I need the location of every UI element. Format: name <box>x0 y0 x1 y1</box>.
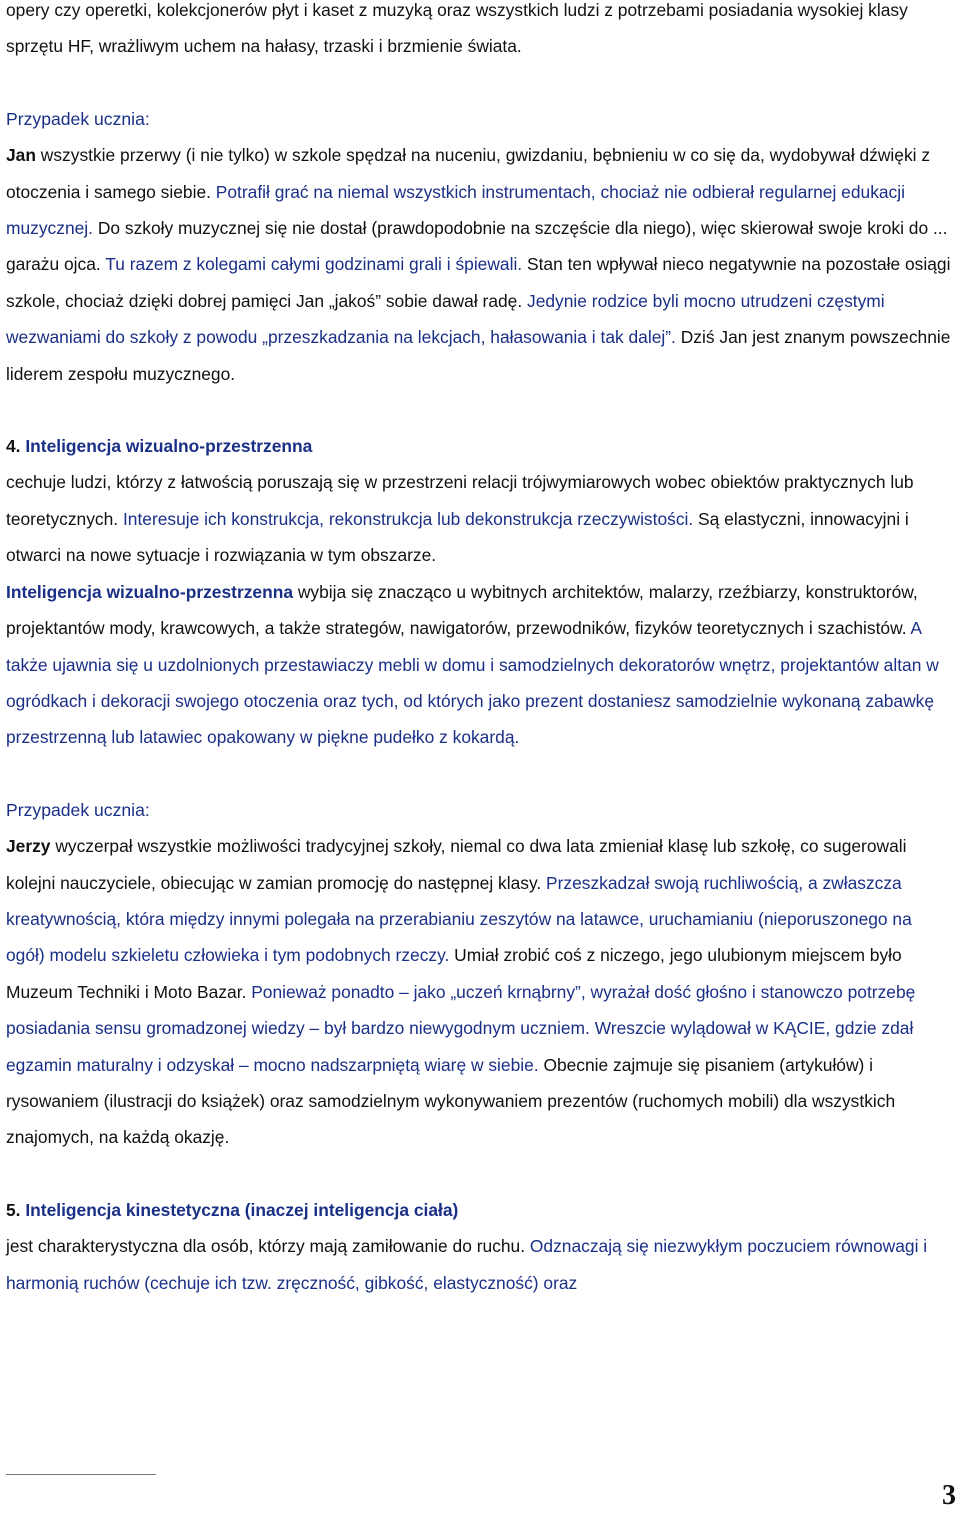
document-page <box>6 0 954 1301</box>
intro-paragraph: opery czy operetki, kolekcjonerów płyt i kaset z muzyką oraz wszystkich ludzi z potrzebami posiadania wysokiej klasy sprzętu HF, wrażliwym uchem na hałasy, trzaski i brzmienie świata. <box>6 0 908 57</box>
case-heading-1: Przypadek ucznia: <box>6 108 150 129</box>
section-5-heading: 5. Inteligencja kinestetyczna (inaczej inteligencja ciała) <box>6 1199 459 1220</box>
section-4-heading: 4. Inteligencja wizualno-przestrzenna <box>6 436 313 457</box>
case-paragraph-1: Jan wszystkie przerwy (i nie tylko) w szkole spędzał na nuceniu, gwizdaniu, bębnieniu w co się da, wydobywał dźwięki z otoczenia i samego siebie. Potrafił grać na niemal wszystkich instrumentach, chociaż nie odbierał regularnej edukacji muzycznej. Do szkoły muzycznej się nie dostał (prawdopodobnie na szczęście dla niego), więc skierował swoje kroki do ... garażu ojca. Tu razem z kolegami całymi godzinami grali i śpiewali. Stan ten wpływał nieco negatywnie na pozostałe osiągi szkole, chociaż dzięki dobrej pamięci Jan „jakoś” sobie dawał radę. Jedynie rodzice byli mocno utrudzeni częstymi wezwaniami do szkoły z powodu „przeszkadzania na lekcjach, hałasowania i tak dalej”. Dziś Jan jest znanym powszechnie liderem zespołu muzycznego. <box>6 145 951 384</box>
student-name: Jerzy <box>6 836 51 857</box>
section-5-paragraph-1: jest charakterystyczna dla osób, którzy mają zamiłowanie do ruchu. Odznaczają się niezwykłym poczuciem równowagi i harmonią ruchów (cechuje ich tzw. zręczność, gibkość, elastyczność) oraz <box>6 1236 928 1293</box>
case-heading-2: Przypadek ucznia: <box>6 799 150 820</box>
page-number: 3 <box>942 1480 956 1511</box>
footer-divider <box>6 1474 156 1475</box>
student-name: Jan <box>6 145 36 166</box>
section-4-paragraph-1: cechuje ludzi, którzy z łatwością poruszają się w przestrzeni relacji trójwymiarowych wobec obiektów praktycznych lub teoretycznych. Interesuje ich konstrukcja, rekonstrukcja lub dekonstrukcja rzeczywistości. Są elastyczni, innowacyjni i otwarci na nowe sytuacje i rozwiązania w tym obszarze. <box>6 472 914 566</box>
section-4-paragraph-2: Inteligencja wizualno-przestrzenna wybija się znacząco u wybitnych architektów, malarzy, rzeźbiarzy, konstruktorów, projektantów mody, krawcowych, a także strategów, nawigatorów, przewodników, fizyków teoretycznych i szachistów. A także ujawnia się u uzdolnionych przestawiaczy mebli w domu i samodzielnych dekoratorów wnętrz, projektantów altan w ogródkach i dekoracji swojego otoczenia oraz tych, od których jako prezent dostaniesz samodzielnie wykonaną zabawkę przestrzenną lub latawiec opakowany w piękne pudełko z kokardą. <box>6 581 939 748</box>
case-paragraph-2: Jerzy wyczerpał wszystkie możliwości tradycyjnej szkoły, niemal co dwa lata zmieniał klasę lub szkołę, co sugerowali kolejni nauczyciele, obiecując w zamian promocję do następnej klasy. Przeszkadzał swoją ruchliwością, a zwłaszcza kreatywnością, która między innymi polegała na przerabianiu zeszytów na latawce, uruchamianiu (nieporuszonego na ogół) modelu szkieletu człowieka i tym podobnych rzeczy. Umiał zrobić coś z niczego, jego ulubionym miejscem było Muzeum Techniki i Moto Bazar. Ponieważ ponadto – jako „uczeń krnąbrny”, wyrażał dość głośno i stanowczo potrzebę posiadania sensu gromadzonej wiedzy – był bardzo niewygodnym uczniem. Wreszcie wylądował w KĄCIE, gdzie zdał egzamin maturalny i odzyskał – mocno nadszarpniętą wiarę w siebie. Obecnie zajmuje się pisaniem (artykułów) i rysowaniem (ilustracji do książek) oraz samodzielnym wykonywaniem prezentów (ruchomych mobili) dla wszystkich znajomych, na każdą okazję. <box>6 836 916 1148</box>
